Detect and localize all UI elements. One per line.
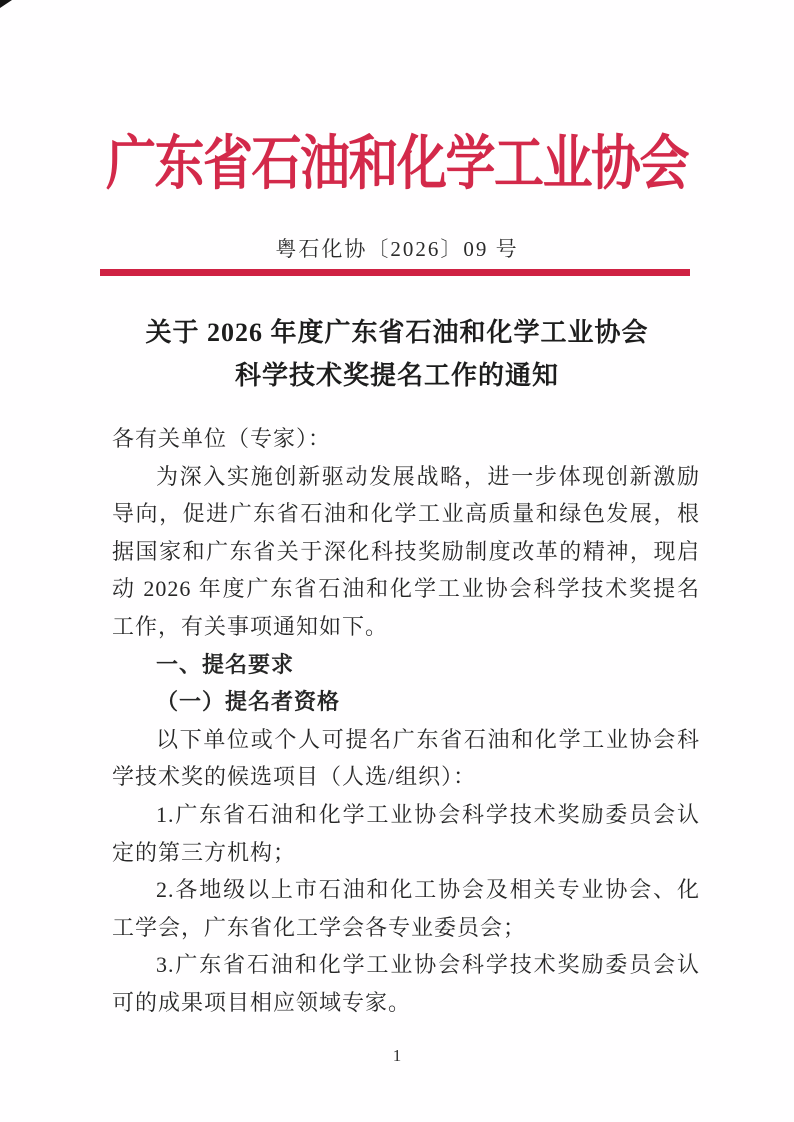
- list-item-1: 1.广东省石油和化学工业协会科学技术奖励委员会认定的第三方机构；: [112, 801, 700, 865]
- list-item-3: 3.广东省石油和化学工业协会科学技术奖励委员会认可的成果项目相应领域专家。: [112, 952, 700, 1015]
- notice-title: [0, 311, 794, 397]
- paragraph-intro: 为深入实施创新驱动发展战略，进一步体现创新激励导向，促进广东省石油和化学工业高质量和绿色发展，根据国家和广东省关于深化科技奖励制度改革的精神，现启动 2026 年度广东省石油和化学工业协会科学技术奖提名工作，有关事项通知如下。: [112, 463, 700, 639]
- page-number: 1: [392, 1046, 402, 1065]
- org-title: 广东省石油和化学工业协会: [106, 130, 688, 197]
- red-divider-line: [100, 269, 690, 276]
- section-heading-nomination-requirements: 一、提名要求: [156, 651, 295, 677]
- notice-title-line1: 关于 2026 年度广东省石油和化学工业协会: [145, 318, 649, 347]
- notice-body: [112, 420, 700, 1022]
- notice-title-line2: 科学技术奖提名工作的通知: [234, 361, 559, 390]
- scan-corner-artifact: [0, 0, 12, 8]
- doc-number: 粤石化协〔2026〕09 号: [275, 237, 519, 261]
- salutation: 各有关单位（专家）：: [112, 426, 332, 451]
- list-item-2: 2.各地级以上市石油和化工协会及相关专业协会、化工学会，广东省化工学会各专业委员会；: [112, 877, 700, 940]
- subsection-heading-nominator-qualification: （一）提名者资格: [156, 689, 341, 715]
- paragraph-eligibility-intro: 以下单位或个人可提名广东省石油和化学工业协会科学技术奖的候选项目（人选/组织）：: [112, 726, 700, 790]
